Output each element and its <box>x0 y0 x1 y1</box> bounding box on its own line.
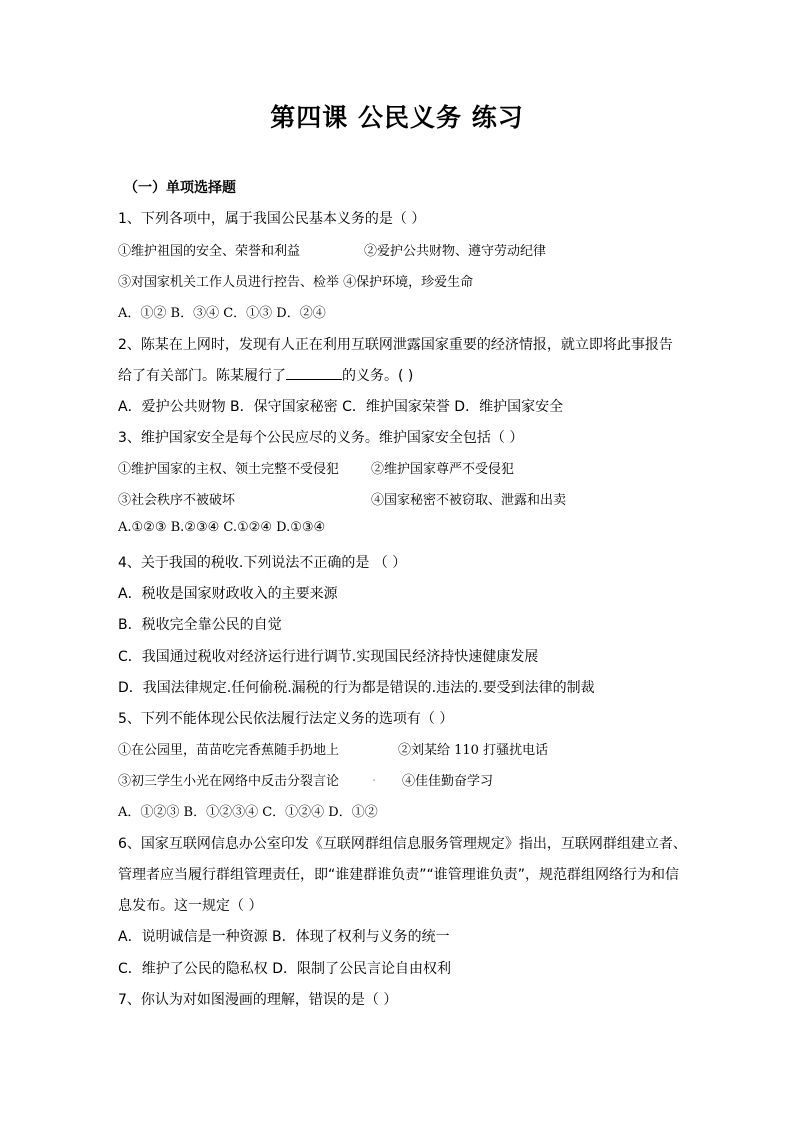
q1-option-1: ①维护祖国的安全、荣誉和利益 <box>118 244 301 259</box>
q4-option-a: A．税收是国家财政收入的主要来源 <box>118 586 338 602</box>
q1-answers: A．①② B．③④ C．①③ D．②④ <box>118 306 326 321</box>
q4-option-c: C．我国通过税收对经济运行进行调节.实现国民经济持快速健康发展 <box>118 649 539 665</box>
q3-stem: 3、维护国家安全是每个公民应尽的义务。维护国家安全包括（ ） <box>118 430 524 446</box>
q5-option-4: ④佳佳勤奋学习 <box>402 774 494 789</box>
q2-stem-part1: 给了有关部门。陈某履行了 <box>118 368 286 384</box>
page-title: 第四课 公民义务 练习 <box>270 103 524 132</box>
q2-stem-line1: 2、陈某在上网时，发现有人正在利用互联网泄露国家重要的经济情报，就立即将此事报告 <box>118 337 673 353</box>
q3-answers: A.①②③ B.②③④ C.①②④ D.①③④ <box>118 520 326 535</box>
q5-option-2: ②刘某给 110 打骚扰电话 <box>398 743 549 758</box>
q5-stem: 5、下列不能体现公民依法履行法定义务的选项有（ ） <box>118 711 454 727</box>
q5-option-3: ③初三学生小光在网络中反击分裂言论 <box>118 774 340 789</box>
q1-option-2: ②爱护公共财物、遵守劳动纪律 <box>364 244 547 259</box>
q1-option-3-4: ③对国家机关工作人员进行控告、检举 ④保护环境，珍爱生命 <box>118 275 474 290</box>
q5-option-1: ①在公园里，苗苗吃完香蕉随手扔地上 <box>118 743 340 758</box>
q4-stem: 4、关于我国的税收.下列说法不正确的是 （ ） <box>118 555 407 571</box>
q1-stem: 1、下列各项中，属于我国公民基本义务的是（ ） <box>118 211 426 227</box>
stray-dot: . <box>372 770 377 785</box>
q6-options-cd: C．维护了公民的隐私权 D．限制了公民言论自由权利 <box>118 961 452 977</box>
q3-option-2: ②维护国家尊严不受侵犯 <box>371 462 515 477</box>
q6-options-ab: A．说明诚信是一种资源 B．体现了权利与义务的统一 <box>118 929 450 945</box>
q3-option-1: ①维护国家的主权、领土完整不受侵犯 <box>118 462 340 477</box>
section-heading: （一）单项选择题 <box>124 180 236 196</box>
q3-option-3: ③社会秩序不被破坏 <box>118 493 236 508</box>
q2-stem-part2: 的义务。( ) <box>342 368 414 384</box>
q4-option-d: D．我国法律规定.任何偷税.漏税的行为都是错误的.违法的.要受到法律的制裁 <box>118 680 595 696</box>
q6-stem-line1: 6、国家互联网信息办公室印发《互联网群组信息服务管理规定》指出，互联网群组建立者、 <box>118 836 687 852</box>
q2-stem-line2 <box>118 365 413 385</box>
q5-answers: A．①②③ B．①②③④ C．①②④ D．①② <box>118 805 378 820</box>
q7-stem: 7、你认为对如图漫画的理解，错误的是（ ） <box>118 992 398 1008</box>
q4-option-b: B．税收完全靠公民的自觉 <box>118 617 282 633</box>
q3-option-4: ④国家秘密不被窃取、泄露和出卖 <box>371 493 567 508</box>
fill-blank <box>286 367 342 380</box>
q2-answers: A．爱护公共财物 B．保守国家秘密 C．维护国家荣誉 D．维护国家安全 <box>118 399 564 415</box>
q6-stem-line2: 管理者应当履行群组管理责任，即“谁建群谁负责”“谁管理谁负责”，规范群组网络行为和信 <box>118 867 680 883</box>
q6-stem-line3: 息发布。这一规定（ ） <box>118 898 263 914</box>
